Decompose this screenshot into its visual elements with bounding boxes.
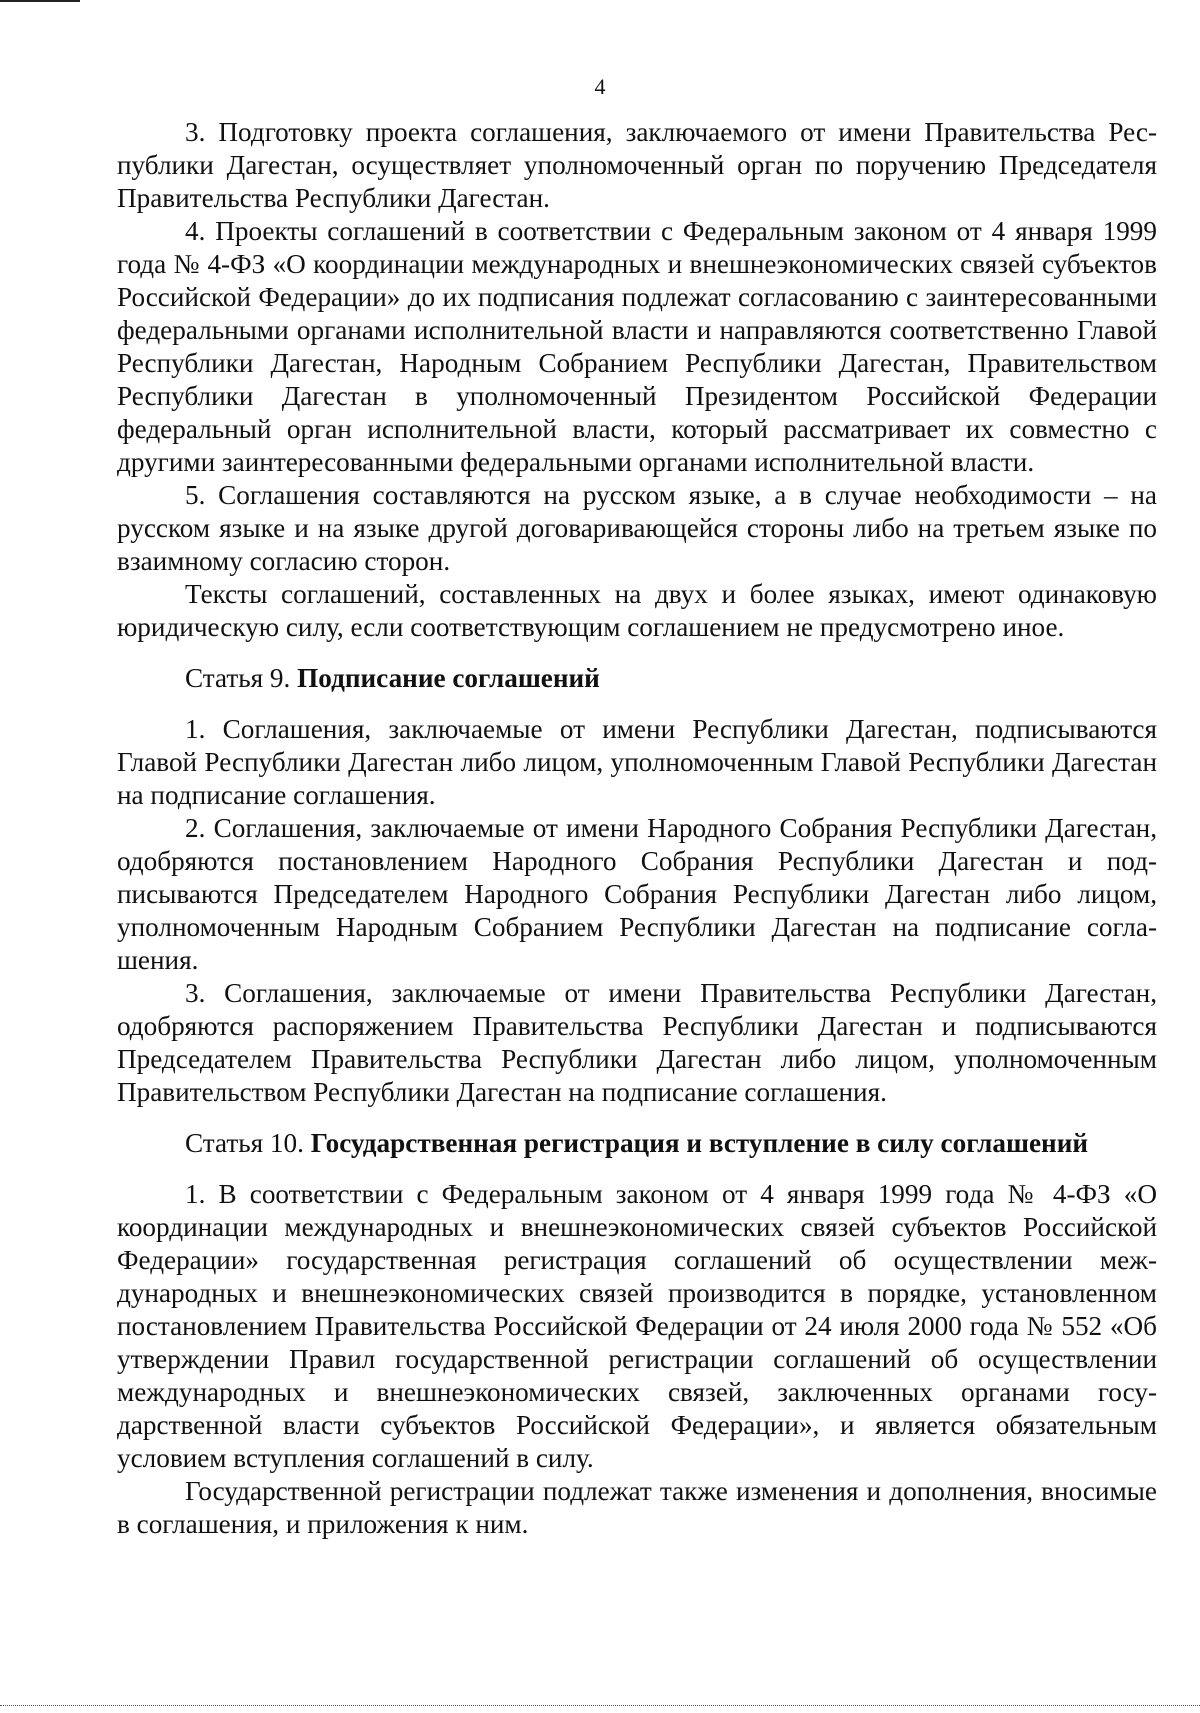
document-body [117,116,1157,1541]
article-9-heading [117,662,1157,695]
article-10-prefix: Статья 10. [185,1128,311,1158]
article-10-paragraph-1: 1. В соответствии с Федеральным законом от 4 января 1999 года № 4-ФЗ «О координации международных и внешнеэкономических связей субъектов Российской Федерации» государственная регистрация соглашений об осуществлении международных и внешнеэкономических связей производится в порядке, установленном постановлением Правительства Российской Федерации от 24 июля 2000 года № 552 «Об утверждении Правил государственной регистрации соглашений об осуществлении международных и внешнеэкономических связей, заключенных органами государственной власти субъектов Российской Федерации», и является обязательным условием вступления соглашений в силу. [117,1179,1157,1473]
paragraph-block1-5: 5. Соглашения составляются на русском языке, а в случае необходимости – на русском языке и на языке другой договаривающейся стороны либо на третьем языке по взаимному согласию сторон. [117,480,1157,576]
scan-edge-top [0,0,80,2]
article-9-title: Подписание соглашений [297,663,600,693]
article-9-paragraph-2: 2. Соглашения, заключаемые от имени Народного Собрания Республики Дагестан, одобряются постановлением Народного Собрания Республики Дагестан и подписываются Председателем Народного Собрания Республики Дагестан либо лицом, уполномоченным Народным Собранием Республики Дагестан на подписание соглашения. [117,813,1157,975]
paragraph-block1-3: 3. Подготовку проекта соглашения, заключаемого от имени Правительства Республики Дагестан, осуществляет уполномоченный орган по поручению Председателя Правительства Республики Дагестан. [117,117,1157,213]
article-10-paragraph-2: Государственной регистрации подлежат также изменения и дополнения, вносимые в соглашения, и приложения к ним. [117,1476,1157,1539]
article-9-paragraph-3: 3. Соглашения, заключаемые от имени Правительства Республики Дагестан, одобряются распоряжением Правительства Республики Дагестан и подписываются Председателем Правительства Республики Дагестан либо лицом, уполномоченным Правительством Республики Дагестан на подписание соглашения. [117,978,1157,1107]
article-10-heading [117,1127,1157,1160]
paragraph-block1-4: 4. Проекты соглашений в соответствии с Федеральным законом от 4 января 1999 года № 4-ФЗ «О координации международных и внешнеэкономических связей субъектов Российской Федерации» до их подписания подлежат согласованию с заинтересованными федеральными органами исполнительной власти и направляются соответственно Главой Республики Дагестан, Народным Собранием Республики Дагестан, Правительством Республики Дагестан в уполномоченный Президентом Российской Федерации федеральный орган исполнительной власти, который рассматривает их совместно с другими заинтересованными федеральными органами исполнительной власти. [117,216,1157,477]
article-10-title: Государственная регистрация и вступление в силу соглашений [310,1128,1089,1158]
paragraph-block1-6: Тексты соглашений, составленных на двух и более языках, имеют одинаковую юридическую силу, если соответствующим соглашением не предусмотрено иное. [117,579,1157,642]
page-number: 4 [594,74,606,99]
article-9-prefix: Статья 9. [185,663,298,693]
scan-edge-bottom [0,1705,1200,1707]
article-9-paragraph-1: 1. Соглашения, заключаемые от имени Республики Дагестан, подписываются Главой Республики Дагестан либо лицом, уполномоченным Главой Республики Дагестан на подписание соглашения. [117,714,1157,810]
